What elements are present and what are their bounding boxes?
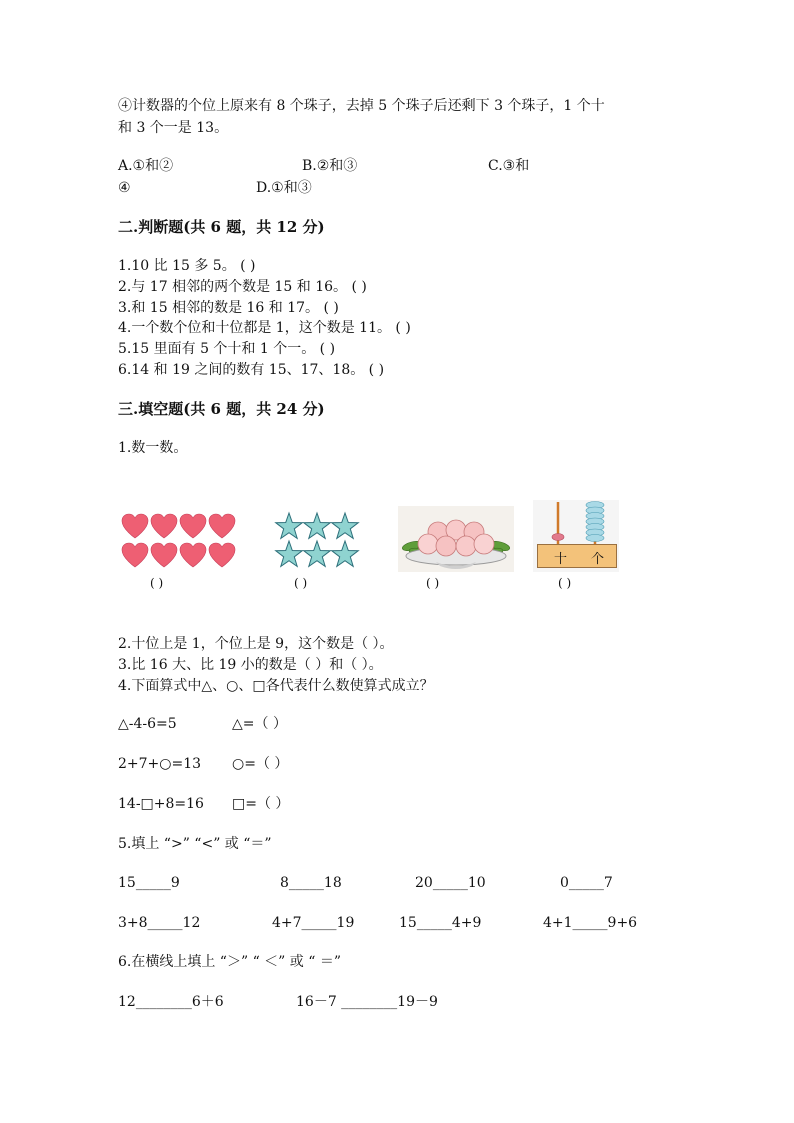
star-icon <box>304 541 331 566</box>
equation-1-answer: △=（ ） <box>232 716 287 732</box>
heart-icon <box>209 514 235 538</box>
compare-item: 15_____9 <box>118 875 180 891</box>
heart-icon <box>209 543 235 567</box>
tf-item-5: 5.15 里面有 5 个十和 1 个一。 ( ) <box>118 341 336 357</box>
star-icon <box>276 541 303 566</box>
option-a: A.①和② <box>118 158 174 174</box>
abacus-tens-label: 十 <box>554 552 568 567</box>
compare-item: 20_____10 <box>415 875 486 891</box>
equation-3-answer: □=（ ） <box>232 796 290 812</box>
tf-item-6: 6.14 和 19 之间的数有 15、17、18。 ( ) <box>118 362 385 378</box>
abacus-rods-icon <box>533 500 619 546</box>
heart-icon <box>122 543 148 567</box>
option-d: D.①和③ <box>256 180 312 196</box>
heart-icon <box>151 543 177 567</box>
abacus-picture <box>533 500 619 572</box>
abacus-ones-label: 个 <box>591 552 605 567</box>
stars-picture <box>274 511 360 569</box>
star-icon <box>332 541 359 566</box>
fill-q1: 1.数一数。 <box>118 440 188 456</box>
compare-item: 8_____18 <box>280 875 342 891</box>
heart-icon <box>180 543 206 567</box>
abacus-base <box>537 544 617 568</box>
fill-q2: 2.十位上是 1，个位上是 9，这个数是（ ）。 <box>118 636 394 652</box>
compare-item: 0_____7 <box>560 875 613 891</box>
heart-icon <box>151 514 177 538</box>
question-text-line2: 和 3 个一是 13。 <box>118 120 229 136</box>
star-icon <box>332 513 359 538</box>
answer-paren-4: ( ) <box>558 576 572 590</box>
fill-q4: 4.下面算式中△、○、□各代表什么数使算式成立？ <box>118 678 434 694</box>
compare-item: 3+8_____12 <box>118 915 201 931</box>
section2-title: 二.判断题(共 6 题，共 12 分) <box>118 218 325 236</box>
compare-item: 12________6＋6 <box>118 994 224 1010</box>
equation-1: △-4-6=5 <box>118 716 177 732</box>
heart-icon <box>180 514 206 538</box>
section3-title: 三.填空题(共 6 题，共 24 分) <box>118 400 325 418</box>
peaches-plate-picture <box>398 506 514 572</box>
compare-item: 4+7_____19 <box>272 915 355 931</box>
fill-q6: 6.在横线上填上 “＞” “ ＜” 或 “ ＝” <box>118 954 342 970</box>
option-c: C.③和 <box>488 158 530 174</box>
answer-paren-3: ( ) <box>426 576 440 590</box>
option-b: B.②和③ <box>302 158 358 174</box>
fill-q3: 3.比 16 大、比 19 小的数是（ ）和（ ）。 <box>118 657 383 673</box>
compare-item: 4+1_____9+6 <box>543 915 638 931</box>
hearts-picture <box>120 512 238 570</box>
tf-item-2: 2.与 17 相邻的两个数是 15 和 16。 ( ) <box>118 279 367 295</box>
tf-item-4: 4.一个数个位和十位都是 1，这个数是 11。 ( ) <box>118 320 411 336</box>
answer-paren-2: ( ) <box>294 576 308 590</box>
question-text-line1: ④计数器的个位上原来有 8 个珠子，去掉 5 个珠子后还剩下 3 个珠子，1 个十 <box>118 98 605 114</box>
tf-item-1: 1.10 比 15 多 5。 ( ) <box>118 258 256 274</box>
tf-item-3: 3.和 15 相邻的数是 16 和 17。 ( ) <box>118 300 339 316</box>
equation-2: 2+7+○=13 <box>118 756 202 772</box>
fill-q5: 5.填上 “>” “<” 或 “＝” <box>118 836 272 852</box>
compare-item: 15_____4+9 <box>399 915 482 931</box>
heart-icon <box>122 514 148 538</box>
equation-3: 14-□+8=16 <box>118 796 204 812</box>
equation-2-answer: ○=（ ） <box>232 756 289 772</box>
option-c-cont: ④ <box>118 180 131 196</box>
compare-item: 16－7 ________19－9 <box>296 994 438 1010</box>
answer-paren-1: ( ) <box>150 576 164 590</box>
star-icon <box>304 513 331 538</box>
star-icon <box>276 513 303 538</box>
